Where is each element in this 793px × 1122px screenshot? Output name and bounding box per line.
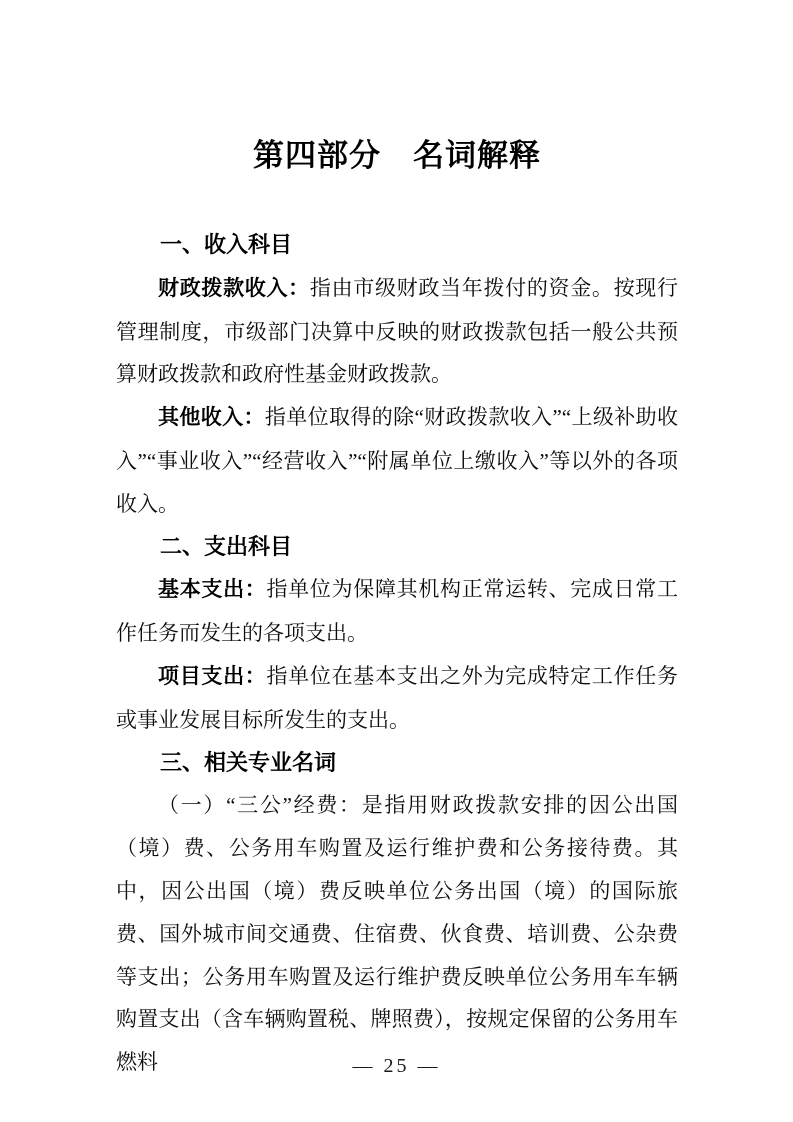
- definition-other-income: 指单位取得的除“财政拨款收入”“上级补助收入”“事业收入”“经营收入”“附属单位上缴收入”等以外的各项收入。: [116, 405, 679, 516]
- definition-basic-expenditure: 指单位为保障其机构正常运转、完成日常工作任务而发生的各项支出。: [116, 577, 679, 646]
- definition-three-public-funds: 是指用财政拨款安排的因公出国（境）费、公务用车购置及运行维护费和公务接待费。其中，因公出国（境）费反映单位公务出国（境）的国际旅费、国外城市间交通费、住宿费、伙食费、培训费、公杂费等支出；公务用车购置及运行维护费反映单位公务用车车辆购置支出（含车辆购置税、牌照费），按规定保留的公务用车燃料: [116, 793, 678, 1075]
- paragraph-basic-expenditure: [116, 568, 678, 655]
- term-project-expenditure: 项目支出：: [158, 664, 267, 688]
- definition-project-expenditure: 指单位在基本支出之外为完成特定工作任务或事业发展目标所发生的支出。: [116, 663, 679, 732]
- term-fiscal-appropriation-income: 财政拨款收入：: [158, 276, 310, 300]
- section-heading-related-terms: 三、相关专业名词: [160, 749, 337, 775]
- section-heading-income-items: 一、收入科目: [160, 232, 293, 257]
- section-heading-expenditure-items: 二、支出科目: [160, 533, 293, 559]
- definition-fiscal-appropriation-income: 指由市级财政当年拨付的资金。按现行管理制度，市级部门决算中反映的财政拨款包括一般公共预算财政拨款和政府性基金财政拨款。: [116, 275, 679, 387]
- paragraph-three-public-funds: [116, 784, 678, 1084]
- term-other-income: 其他收入：: [158, 406, 265, 430]
- page-title: 第四部分 名词解释: [253, 138, 541, 173]
- paragraph-other-income: [116, 396, 678, 525]
- paragraph-fiscal-appropriation-income: [116, 267, 678, 396]
- term-basic-expenditure: 基本支出：: [158, 578, 267, 602]
- term-three-public-funds: （一）“三公”经费：: [158, 793, 362, 818]
- paragraph-project-expenditure: [116, 655, 678, 742]
- page-number: — 25 —: [352, 1055, 441, 1077]
